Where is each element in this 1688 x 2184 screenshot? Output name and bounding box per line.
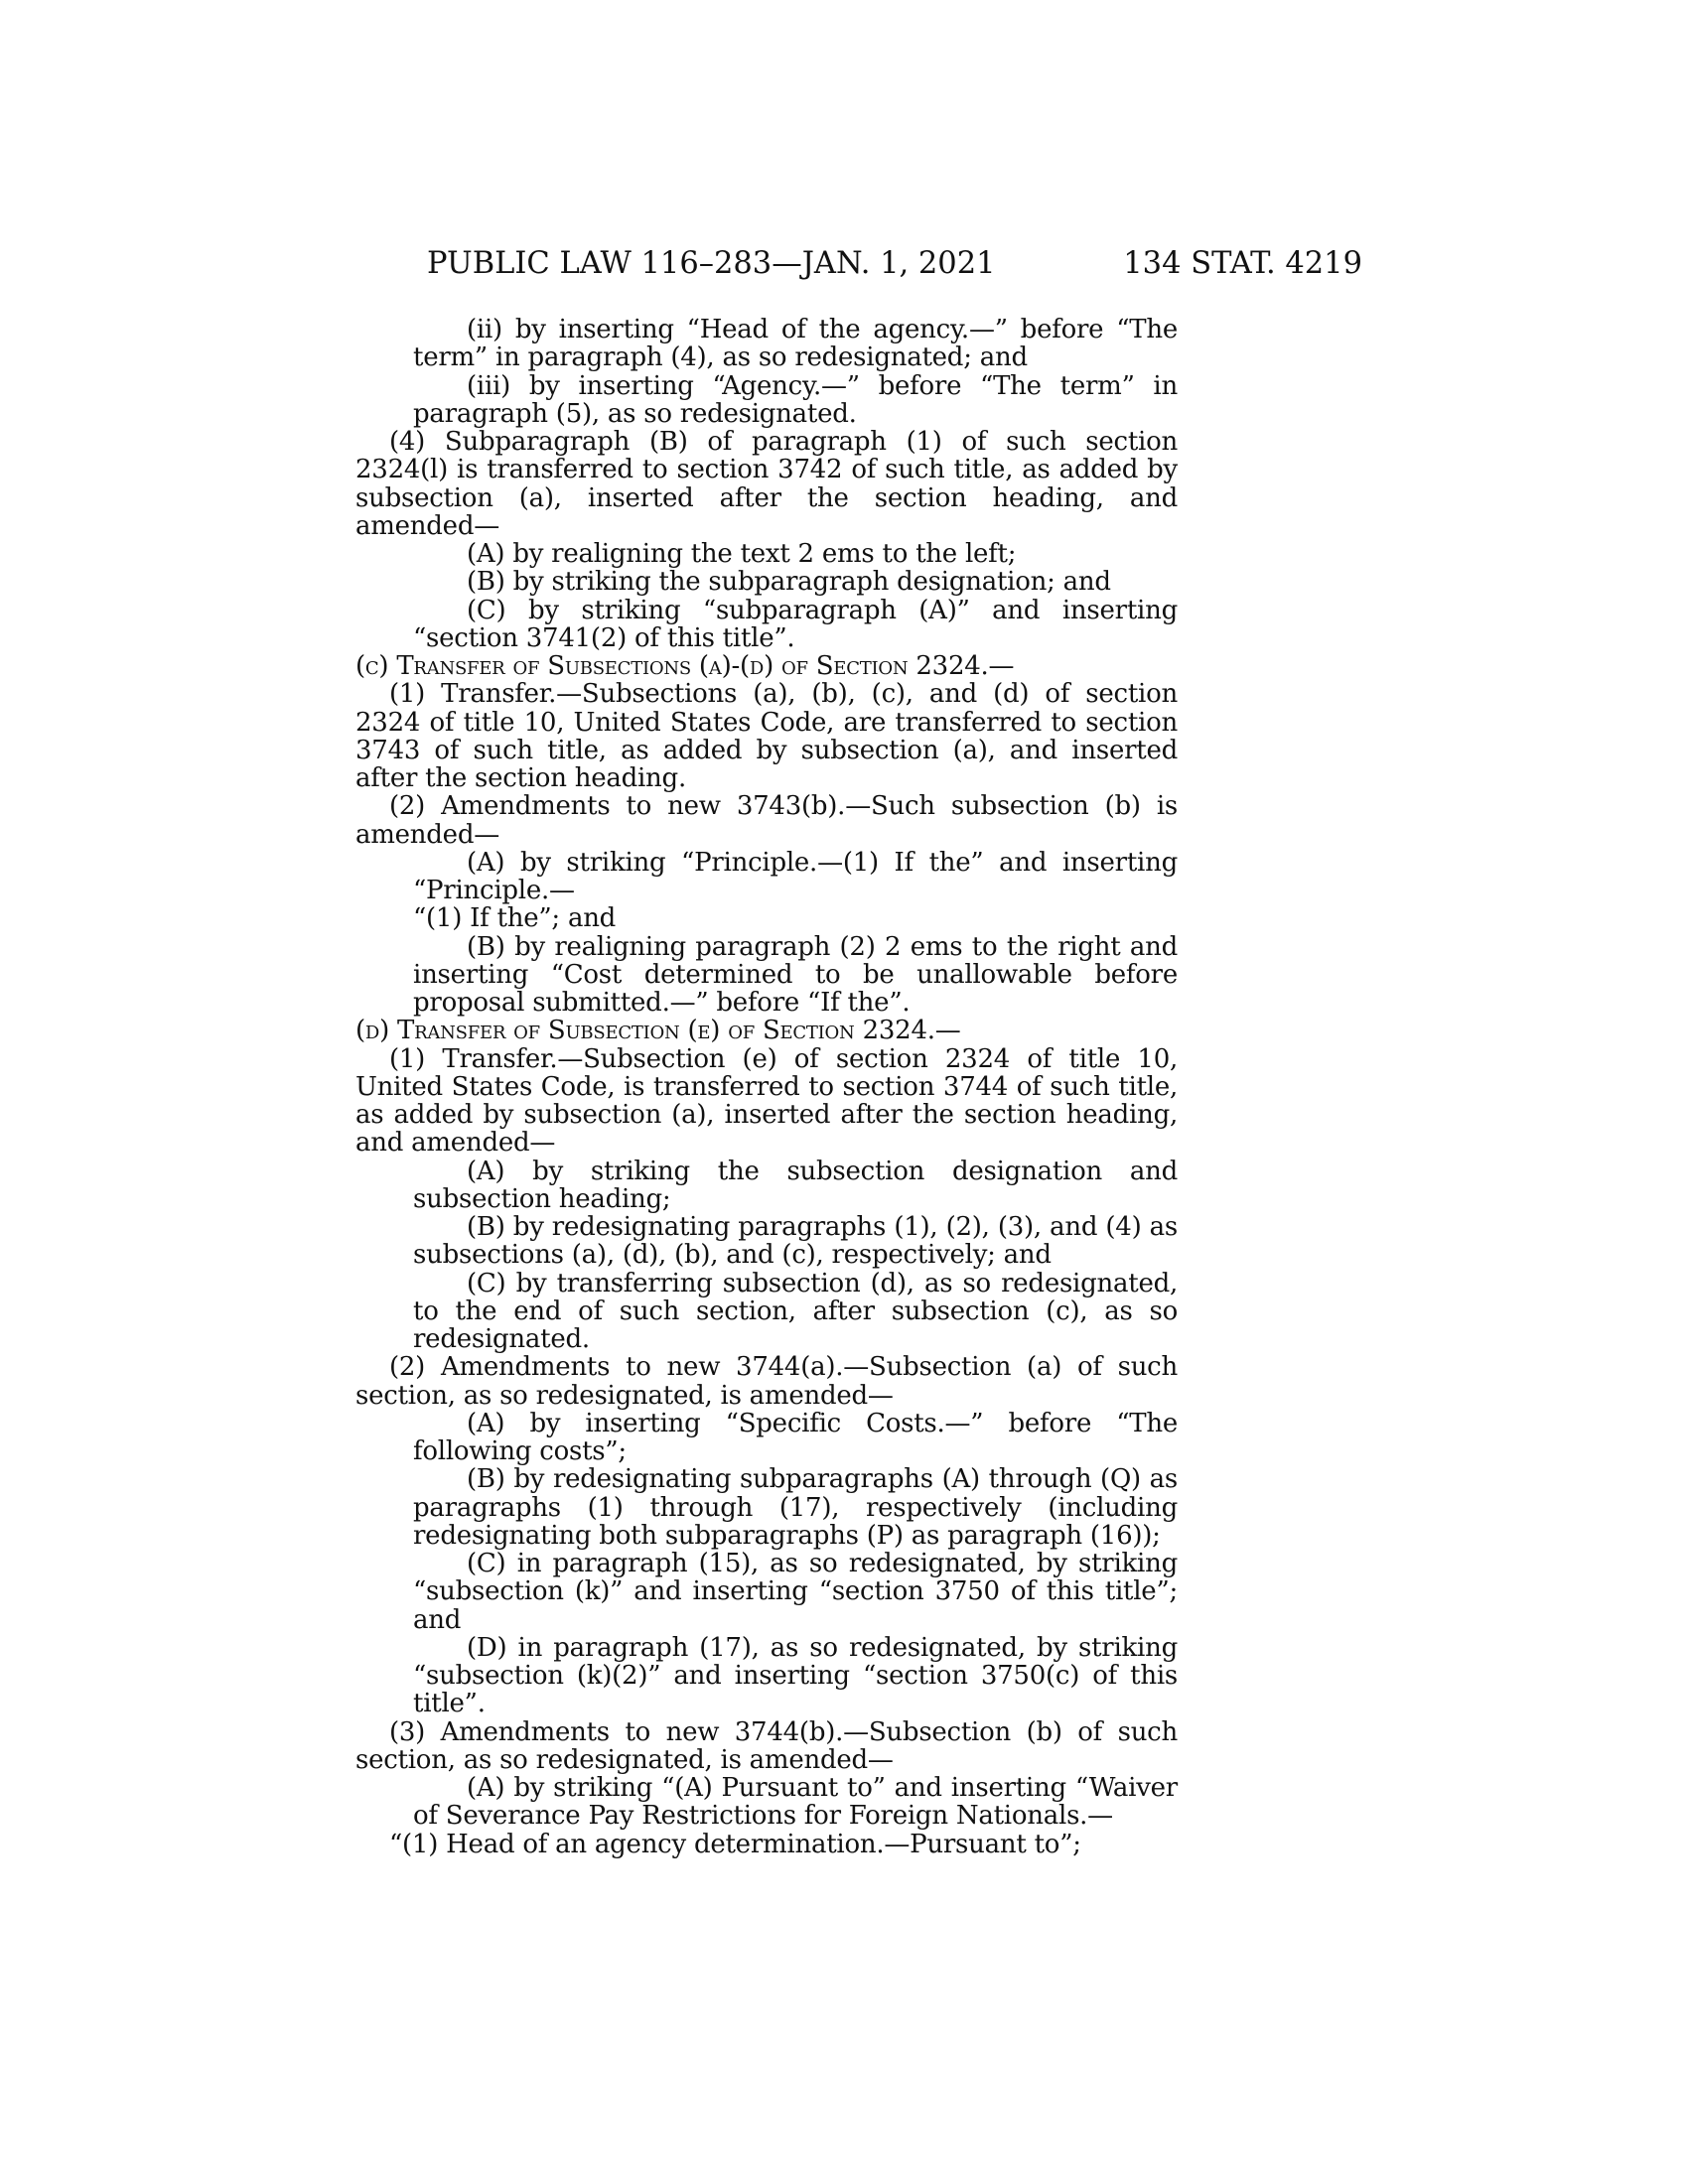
subparagraph-a-waiver: (A) by striking “(A) Pursuant to” and inserting “Waiver of Severance Pay Restrictions for Foreign Nationals.— [413,1773,1178,1832]
subparagraph-b-realigning: (B) by realigning paragraph (2) 2 ems to the right and inserting “Cost determined to be unallowable before proposal submitted.—” before “If the”. [413,931,1178,1018]
page-header-title: PUBLIC LAW 116–283—JAN. 1, 2021 [427,246,996,281]
subparagraph-c-transferring: (C) by transferring subsection (d), as so redesignated, to the end of such section, after subsection (c), as so redesignated. [413,1268,1178,1354]
subparagraph-b: (B) by striking the subparagraph designation; and [467,567,1111,598]
subparagraph-b-redesignating-q: (B) by redesignating subparagraphs (A) through (Q) as paragraphs (1) through (17), respectively (including redesignating both subparagraphs (P) as paragraph (16)); [413,1464,1178,1551]
subparagraph-a-designation: (A) by striking the subsection designation and subsection heading; [413,1156,1178,1214]
subparagraph-c: (C) by striking “subparagraph (A)” and inserting “section 3741(2) of this title”. [413,595,1178,653]
paragraph-4: (4) Subparagraph (B) of paragraph (1) of such section 2324(l) is transferred to section 3742 of such title, as added by subsection (a), inserted after the section heading, and amended— [355,427,1178,541]
running-header [0,244,1688,284]
quoted-paragraph-1: “(1) If the”; and [413,903,617,934]
clause-iii: (iii) by inserting “Agency.—” before “The term” in paragraph (5), as so redesignated. [413,370,1178,429]
paragraph-1-transfer: (1) Transfer.—Subsections (a), (b), (c), and (d) of section 2324 of title 10, United States Code, are transferred to section 3743 of such title, as added by subsection (a), and inserted after the section heading. [355,679,1178,793]
document-body [355,316,1178,1858]
clause-ii: (ii) by inserting “Head of the agency.—” before “The term” in paragraph (4), as so redesignated; and [413,315,1178,373]
subsection-c-heading: (c) Transfer of Subsections (a)-(d) of Section 2324.— [355,651,1015,681]
subparagraph-b-redesignating: (B) by redesignating paragraphs (1), (2), (3), and (4) as subsections (a), (d), (b), and (c), respectively; and [413,1212,1178,1271]
paragraph-2-amendments: (2) Amendments to new 3743(b).—Such subsection (b) is amended— [355,791,1178,850]
paragraph-3-amendments-3744b: (3) Amendments to new 3744(b).—Subsection (b) of such section, as so redesignated, is amended— [355,1716,1178,1775]
paragraph-1-transfer-e: (1) Transfer.—Subsection (e) of section 2324 of title 10, United States Code, is transferred to section 3744 of such title, as added by subsection (a), inserted after the section heading, and amended— [355,1043,1178,1159]
subparagraph-c-paragraph-15: (C) in paragraph (15), as so redesignated, by striking “subsection (k)” and inserting “section 3750 of this title”; and [413,1549,1178,1635]
subparagraph-a-specific-costs: (A) by inserting “Specific Costs.—” before “The following costs”; [413,1408,1178,1466]
subparagraph-a: (A) by realigning the text 2 ems to the left; [467,539,1017,569]
subparagraph-d-paragraph-17: (D) in paragraph (17), as so redesignated, by striking “subsection (k)(2)” and inserting “section 3750(c) of this title”. [413,1632,1178,1719]
subparagraph-a-striking: (A) by striking “Principle.—(1) If the” and inserting “Principle.— [413,847,1178,905]
paragraph-2-amendments-3744a: (2) Amendments to new 3744(a).—Subsection (a) of such section, as so redesignated, is amended— [355,1352,1178,1411]
subsection-d-heading: (d) Transfer of Subsection (e) of Section 2324.— [355,1016,961,1046]
quoted-paragraph-1-determination: “(1) Head of an agency determination.—Pursuant to”; [389,1829,1081,1859]
page-header-stat: 134 STAT. 4219 [1123,246,1362,281]
